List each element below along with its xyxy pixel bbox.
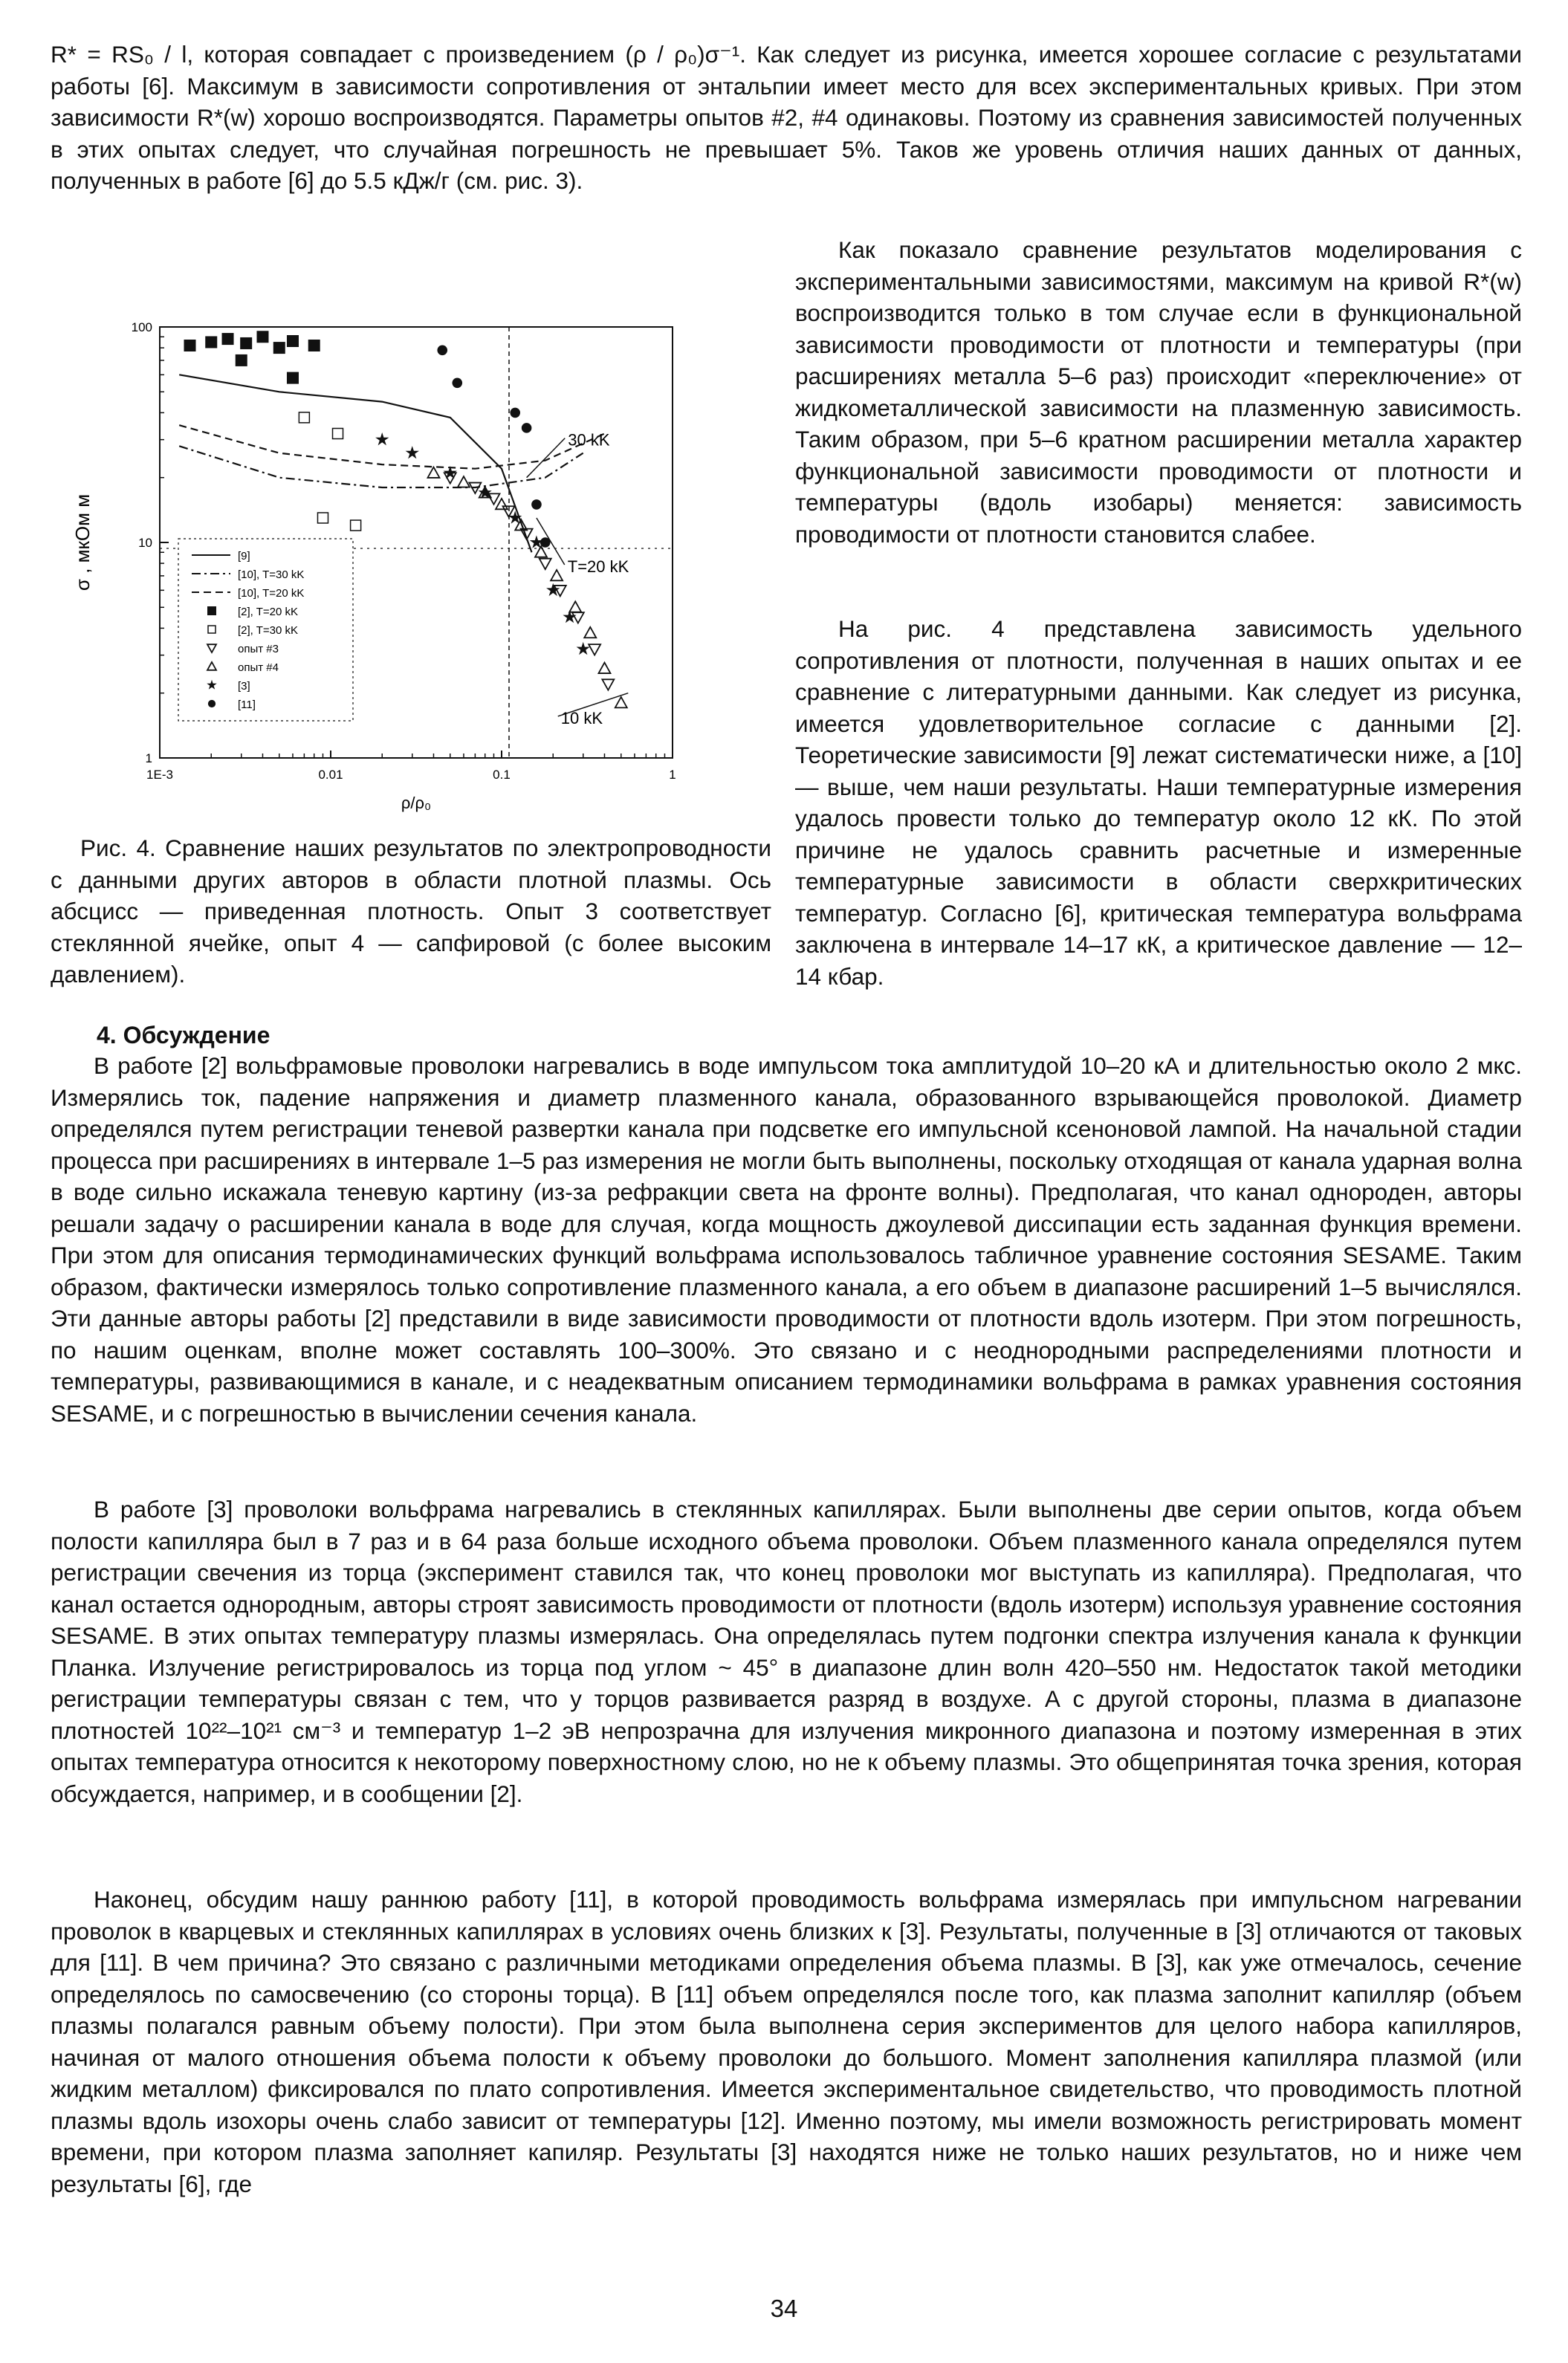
marker-square-open xyxy=(351,520,361,531)
marker-star xyxy=(375,432,389,445)
section-title: 4. Обсуждение xyxy=(97,1022,270,1048)
y-tick-label: 10 xyxy=(138,536,152,550)
marker-triangle-up xyxy=(551,570,563,580)
page-number: 34 xyxy=(770,2295,798,2322)
marker-square-open xyxy=(333,429,343,439)
curve--10-t-20-kk xyxy=(179,446,583,487)
marker-square xyxy=(308,340,320,351)
marker-square xyxy=(222,333,234,345)
annotation-label: T=20 kK xyxy=(567,557,629,576)
legend-label: [9] xyxy=(238,550,250,563)
marker-triangle-up xyxy=(584,627,596,638)
right-paragraph-2: На рис. 4 представлена зависимость удельного сопротивления от плотности, полученная в наших опытах и ее сравнение с литературными данными. Как следует из рисунка, имеется удовлетворительное согласие с данными [2]. Теоретические зависимости [9] лежат систематически ниже, а [10] — выше, чем наши результаты. Наши температурные измерения удалось провести только до температур около 12 кК. По этой причине не удалось сравнить расчетные и измеренные температурные зависимости в области сверхкритических температур. Согласно [6], критическая температура вольфрама заключена в интервале 14–17 кК, а критическое давление — 12–14 кбар. xyxy=(795,615,1522,990)
curve--10-t-30-kk xyxy=(179,425,604,469)
legend-key-square xyxy=(207,606,216,615)
marker-triangle-up xyxy=(569,601,581,612)
intro-paragraph: R* = RS₀ / l, которая совпадает с произведением (ρ / ρ₀)σ⁻¹. Как следует из рисунка, имеется хорошее согласие с результатами работы [6]. Максимум в зависимости сопротивления от энтальпии имеет место для всех экспериментальных кривых. При этом зависимости R*(w) хорошо воспроизводятся. Параметры опытов #2, #4 одинаковы. Поэтому из сравнения зависимостей полученных в этих опытах следует, что случайная погрешность не превышает 5%. Таков же уровень отличия наших данных от данных, полученных в работе [6] до 5.5 кДж/г (см. рис. 3). xyxy=(51,41,1522,194)
discussion-paragraph-2: В работе [3] проволоки вольфрама нагревались в стеклянных капиллярах. Были выполнены две серии опытов, когда объем полости капилляра был в 7 раз и в 64 раза больше исходного объема проволоки. Объем плазменного канала определялся путем регистрации свечения из торца (эксперимент ставился так, что конец проволоки мог выступать из капилляра). Предполагая, что канал остается однородным, авторы строят зависимость проводимости от плотности (вдоль изотерм) используя уравнение состояния SESAME. В этих опытах температуру плазмы измерялась. Она определялась путем подгонки спектра излучения канала к функции Планка. Излучение регистрировалось из торца под углом ~ 45° в диапазоне длин волн 420–550 нм. Недостаток такой методики регистрации температуры связан с тем, что у торцов развивается разряд в воздухе. А с другой стороны, плазма в диапазоне плотностей 10²²–10²¹ см⁻³ и температур 1–2 эВ непрозрачна для излучения микронного диапазона и поэтому измеренная в этих опытах температура относится к некоторому поверхностному слою, но не к объему плазмы. Это общепринятая точка зрения, которая обсуждается, например, и в сообщении [2]. xyxy=(51,1496,1522,1807)
x-axis-label: ρ/ρ₀ xyxy=(401,794,432,812)
x-tick-label: 0.1 xyxy=(493,768,511,782)
y-axis-label: σ , мкОм м xyxy=(71,493,94,591)
marker-dot xyxy=(510,408,520,418)
marker-triangle-down xyxy=(602,679,614,690)
marker-triangle-down xyxy=(572,612,584,623)
marker-dot xyxy=(531,499,542,510)
marker-square-open xyxy=(299,412,309,423)
marker-square xyxy=(256,331,268,343)
marker-dot xyxy=(452,377,462,388)
marker-square-open xyxy=(317,513,328,523)
marker-dot xyxy=(437,345,447,355)
legend-label: опыт #4 xyxy=(238,661,279,674)
marker-triangle-up xyxy=(427,467,439,478)
legend-label: [10], T=30 kK xyxy=(238,568,305,581)
x-tick-label: 1 xyxy=(669,768,676,782)
legend-label: [2], T=30 kK xyxy=(238,624,299,637)
marker-triangle-down xyxy=(589,644,600,655)
legend-label: [2], T=20 kK xyxy=(238,606,299,618)
y-tick-label: 1 xyxy=(145,751,152,765)
marker-triangle-down xyxy=(540,559,551,569)
marker-square xyxy=(287,335,299,347)
marker-square xyxy=(273,342,285,354)
legend-key-dot xyxy=(208,700,216,707)
marker-square xyxy=(205,336,217,348)
right-paragraph-1: Как показало сравнение результатов моделирования с экспериментальными зависимостями, максимум на кривой R*(w) воспроизводится только в том случае если в функциональной зависимости проводимости от плотности и температуры (при расширениях металла 5–6 раз) происходит «переключение» от жидкометаллической зависимости на плазменную зависимость. Таким образом, при 5–6 кратном расширении металла характер функциональной зависимости проводимости от плотности и температуры (вдоль изобары) меняется: зависимость проводимости от плотности становится слабее. xyxy=(795,236,1522,548)
marker-triangle-up xyxy=(615,697,627,707)
legend-label: [10], T=20 kK xyxy=(238,587,305,600)
marker-square xyxy=(287,372,299,384)
marker-dot xyxy=(522,423,532,433)
curve--9- xyxy=(179,375,531,552)
discussion-paragraph-1: В работе [2] вольфрамовые проволоки нагревались в воде импульсом тока амплитудой 10–20 кА и длительностью около 2 мкс. Измерялись ток, падение напряжения и диаметр плазменного канала, образованного взрывающейся проволокой. Диаметр определялся путем регистрации теневой развертки канала при подсветке его импульсной ксеноновой лампой. На начальной стадии процесса при расширениях в интервале 1–5 раз измерения не могли быть выполнены, поскольку отходящая от канала ударная волна в воде сильно искажала теневую картину (из-за рефракции света на фронте волны). Предполагая, что канал однороден, авторы решали задачу о расширении канала в воде для случая, когда мощность джоулевой диссипации есть заданная функция времени. При этом для описания термодинамических функций вольфрама использовалось табличное уравнение состояния SESAME. Таким образом, фактически измерялось только сопротивление плазменного канала, а его объем в диапазоне расширений 1–5 вычислялся. Эти данные авторы работы [2] представили в виде зависимости проводимости от плотности вдоль изотерм. При этом погрешность, по нашим оценкам, вполне может составлять 100–300%. Это связано и с неоднородными распределениями плотности и температуры, развивающимися в канале, и с неадекватным описанием термодинамики вольфрама в рамках уравнения состояния SESAME, и с погрешностью в вычислении сечения канала. xyxy=(51,1052,1522,1427)
discussion-paragraph-3: Наконец, обсудим нашу раннюю работу [11], в которой проводимость вольфрама измерялась при импульсном нагревании проволок в кварцевых и стеклянных капиллярах в условиях очень близких к [3]. Результаты, полученные в [3] отличаются от таковых для [11]. В чем причина? Это связано с различными методиками определения объема плазмы. В [3], как уже отмечалось, сечение определялось по самосвечению (со стороны торца). В [11] объем определялся после того, как плазма заполнит капилляр (объем плазмы полагался равным объему полости). При этом была выполнена серия экспериментов для целого набора капилляров, начиная от малого отношения объема полости к объему проволоки до большого. Момент заполнения капилляра плазмой (или жидким металлом) фиксировался по плато сопротивления. Имеется экспериментальное свидетельство, что проводимость плотной плазмы вдоль изохоры очень слабо зависит от температуры [12]. Именно поэтому, мы имели возможность регистрировать момент времени, при котором плазма заполняет капиляр. Результаты [3] находятся ниже не только наших результатов, но и ниже чем результаты [6], где xyxy=(51,1886,1522,2197)
annotation-label: 30 kK xyxy=(568,430,610,450)
figure-4-chart xyxy=(67,312,765,832)
marker-star xyxy=(406,446,419,458)
x-tick-label: 0.01 xyxy=(318,768,343,782)
annotation-label: 10 kK xyxy=(560,708,603,727)
legend-label: [3] xyxy=(238,680,250,693)
annotation-leader xyxy=(527,438,566,478)
x-tick-label: 1E-3 xyxy=(146,768,173,782)
marker-triangle-up xyxy=(496,499,508,509)
marker-square xyxy=(240,337,252,349)
figure-caption: Рис. 4. Сравнение наших результатов по электропроводности с данными других авторов в области плотной плазмы. Ось абсцисс — приведенная плотность. Опыт 3 соответствует стеклянной ячейке, опыт 4 — сапфировой (с более высоким давлением). xyxy=(51,834,771,988)
legend-label: [11] xyxy=(238,698,256,711)
marker-triangle-up xyxy=(458,476,470,487)
marker-square xyxy=(236,354,247,366)
legend-label: опыт #3 xyxy=(238,643,279,655)
y-tick-label: 100 xyxy=(131,320,152,334)
marker-square xyxy=(184,340,196,351)
marker-triangle-up xyxy=(598,663,610,673)
